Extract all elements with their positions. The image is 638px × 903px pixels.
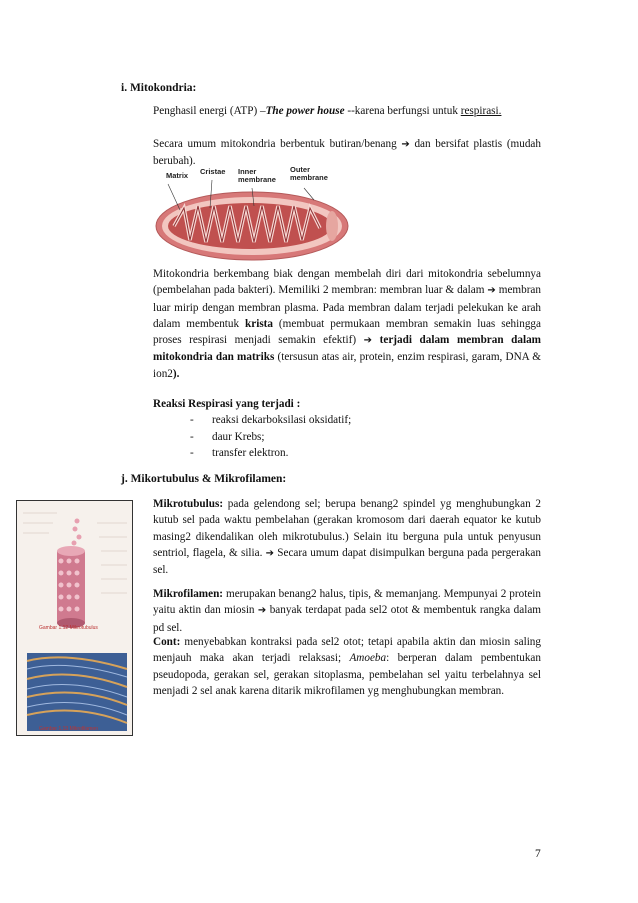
- list-item: [190, 429, 351, 446]
- mito-paragraph-1: [153, 103, 541, 119]
- heading-mikrotubulus: j. Mikortubulus & Mikrofilamen:: [121, 473, 287, 485]
- text: ).: [172, 367, 180, 380]
- heading-mitokondria: i. Mitokondria:: [121, 82, 197, 94]
- list-item-text: transfer elektron.: [212, 447, 289, 459]
- mito-paragraph-3: [153, 266, 541, 382]
- mito-paragraph-2: [153, 136, 541, 170]
- arrow-icon: ➔: [401, 139, 410, 150]
- dash: -: [190, 430, 194, 443]
- caption-mikrofilamen: Gambar 1.13 Mikrofilamen: [39, 726, 98, 732]
- page-number: 7: [535, 848, 541, 860]
- text: banyak terdapat pada sel2 otot & membentuk rangka dalam pd sel.: [153, 604, 541, 634]
- text: membran luar mirip dengan membran plasma. Pada membran dalam terjadi pelekukan ke arah dalam membentuk: [153, 284, 541, 330]
- arrow-icon: ➔: [257, 605, 267, 617]
- matrix-label: Matrix: [166, 171, 189, 180]
- dash: -: [190, 447, 194, 459]
- text: menyebabkan kontraksi pada sel2 otot; tetapi apabila aktin dan miosin saling menjauh maka akan terjadi relaksasi;: [153, 636, 541, 665]
- text: Secara umum dapat disimpulkan berguna pada pergerakan sel.: [153, 546, 541, 577]
- list-item-text: reaksi dekarboksilasi oksidatif;: [212, 414, 352, 426]
- arrow-icon: ➔: [265, 547, 275, 559]
- text: Secara umum mitokondria berbentuk butiran/benang: [153, 138, 402, 150]
- arrow-icon: ➔: [487, 285, 496, 297]
- reaksi-title: Reaksi Respirasi yang terjadi :: [153, 398, 301, 410]
- krista-text: krista: [245, 317, 273, 330]
- mikrofilamen-paragraph: [153, 586, 541, 636]
- outer-membrane-label: Outer membrane: [290, 165, 328, 182]
- text: merupakan benang2 halus, tipis, & memanjang. Mempunyai 2 protein yaitu aktin dan miosin: [153, 588, 541, 617]
- text: Penghasil energi (ATP) –: [153, 105, 266, 117]
- arrow-icon: ➔: [363, 335, 373, 347]
- mikrotubulus-paragraph: [153, 496, 541, 578]
- mitochondria-figure: [154, 166, 350, 262]
- emphasis-text: terjadi dalam membran dalam mitokondria dan matriks: [153, 334, 541, 364]
- mikrofilamen-label: Mikrofilamen:: [153, 588, 224, 600]
- respirasi-text: respirasi.: [460, 105, 502, 117]
- text: (tersusun atas air, protein, enzim respirasi, garam, DNA & ion2: [153, 351, 541, 380]
- text: : berperan dalam pembentukan pseudopoda, gerakan sel, gerakan sitoplasma, pembelahan sel yaitu terbelahnya sel menjadi 2 sel anak karena ditarik mikrofilamen yg menghubungkan membran.: [153, 652, 541, 697]
- reaksi-list: [190, 412, 351, 462]
- mikrotubulus-label: Mikrotubulus:: [153, 498, 224, 510]
- list-item-text: daur Krebs;: [212, 430, 265, 443]
- list-item: [190, 412, 351, 429]
- cont-label: Cont:: [153, 636, 181, 648]
- amoeba-text: Amoeba: [349, 652, 387, 665]
- inner-membrane-label: Inner membrane: [238, 167, 276, 184]
- list-item: [190, 445, 351, 462]
- text: --karena berfungsi untuk: [344, 105, 461, 117]
- caption-mikrotubulus: Gambar 1.12 Mikrotubulus: [39, 625, 98, 631]
- microtubule-figure: [16, 500, 133, 736]
- text: dan bersifat plastis (mudah berubah).: [153, 138, 541, 168]
- text: pada gelendong sel; berupa benang2 spindel yg menghubungkan 2 kutub sel pada waktu pembelahan (gerakan kromosom dari daerah equator ke kutub masing2 dikendalikan oleh mikrotubulus.) Selain itu berguna pula untuk penyusun sentriol, flagela, & silia.: [153, 498, 541, 559]
- power-house-text: The power house: [265, 105, 345, 117]
- cont-paragraph: [153, 634, 541, 699]
- text: (membuat permukaan membran semakin luas sehingga proses respirasi menjadi semakin efektif): [153, 317, 541, 347]
- dash: -: [190, 414, 194, 426]
- cristae-label: Cristae: [200, 167, 226, 176]
- text: Mitokondria berkembang biak dengan membelah diri dari mitokondria sebelumnya (pembelahan pada bakteri). Memiliki 2 membran: membran luar & dalam: [153, 268, 541, 297]
- microtubule-illustration: [17, 501, 132, 735]
